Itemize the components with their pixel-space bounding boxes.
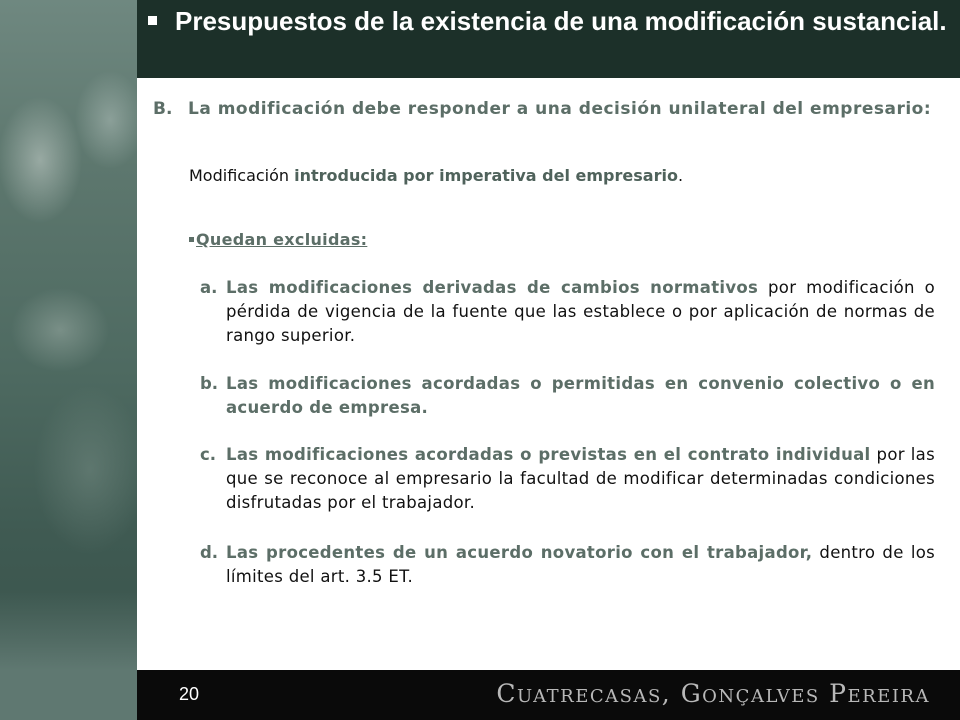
section-heading: La modificación debe responder a una decisión unilateral del empresario: bbox=[188, 99, 932, 119]
list-marker: a. bbox=[200, 278, 218, 297]
page-number: 20 bbox=[179, 684, 200, 704]
section-letter: B. bbox=[153, 99, 173, 119]
list-item-bold: Las modificaciones acordadas o previstas en el contrato individual bbox=[226, 445, 871, 464]
intro-bold: introducida por imperativa del empresario bbox=[294, 166, 678, 185]
slide-title: Presupuestos de la existencia de una modificación sustancial. bbox=[175, 6, 947, 36]
title-bullet-icon bbox=[148, 16, 157, 25]
square-bullet-icon bbox=[189, 237, 194, 242]
list-item-text bbox=[226, 276, 935, 348]
list-item-text bbox=[226, 372, 935, 420]
intro-end: . bbox=[677, 166, 684, 185]
intro-plain: Modificación bbox=[189, 166, 295, 185]
brand-logo-text: Cuatrecasas, Gonçalves Pereira bbox=[496, 679, 930, 708]
list-marker: d. bbox=[200, 543, 219, 562]
list-item-bold: Las procedentes de un acuerdo novatorio con el trabajador, bbox=[226, 543, 813, 562]
list-item-rest: por las que se reconoce al empresario la facultad de modificar determinadas condiciones disfrutadas por el trabajador. bbox=[226, 445, 935, 512]
decorative-photo-panel bbox=[0, 0, 137, 670]
photo-shade bbox=[0, 590, 137, 670]
list-item-text bbox=[226, 541, 935, 589]
list-item-bold: Las modificaciones derivadas de cambios normativos bbox=[226, 278, 759, 297]
list-item-rest: dentro de los límites del art. 3.5 ET. bbox=[226, 543, 935, 586]
list-item-bold: Las modificaciones acordadas o permitidas en convenio colectivo o en acuerdo de empresa. bbox=[226, 374, 935, 417]
excluded-heading: Quedan excluidas: bbox=[196, 230, 368, 249]
list-item-text bbox=[226, 443, 935, 515]
list-marker: b. bbox=[200, 374, 219, 393]
list-item-rest: por modificación o pérdida de vigencia de la fuente que las establece o por aplicación de normas de rango superior. bbox=[226, 278, 935, 345]
footer-corner-block bbox=[0, 670, 137, 720]
intro-paragraph bbox=[189, 164, 683, 188]
list-marker: c. bbox=[200, 445, 217, 464]
